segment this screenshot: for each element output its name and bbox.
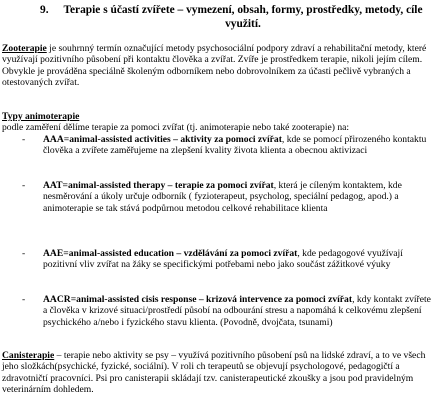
intro-text: je souhrnný termín označující metody psychosociální podpory zdraví a rehabilitační metody, které využívají pozitivního působení při kontaktu člověka a zvířat. Zvíře je prostředkem terapie, nikoli jejím cílem. Obvykle je prováděna speciálně školeným odborníkem nebo dobrovolníkem za účasti pečlivě vybraných a otestovaných zvířat. (2, 43, 427, 88)
list-item (22, 294, 432, 352)
item-text: , kde pedagogové využívají pozitivní vliv zvířat na žáky se specifickými potřebami nebo jako součást zážitkové výuky (43, 248, 403, 271)
list-item (22, 180, 432, 248)
item-text: , kdy kontakt zvířete a člověka v krizové situaci/prostředí působí na odbourání stresu a napomáhá k celkovému zlepšení psychického a/nebo i fyzického stavu klienta. (Povodně, dvojčata, tsunami) (43, 294, 431, 328)
item-term: AACR=animal-assisted cisis response – krizová intervence za pomoci zvířat (43, 294, 353, 305)
zooterapie-term: Zooterapie (2, 43, 47, 54)
therapy-type-list (22, 134, 432, 352)
item-term: AAE=animal-assisted education – vzdělávání za pomoci zvířat (43, 248, 298, 259)
canisterapie-text: – terapie nebo aktivity se psy – využívá pozitivního působení psů na lidské zdraví, a to ve všech jeho složkách(psychické, fyzické, sociální). V roli ch terapeutů se objevují psychologové, pedagogičtí a zdravotničtí pracovníci. Psi pro canisterapii skládají tzv. canisterapeutické zkoušky a jsou pod pravidelným veterinárním dohledem. (2, 350, 426, 395)
intro-paragraph (2, 43, 432, 88)
canisterapie-paragraph (2, 350, 432, 395)
list-dash: - (22, 294, 26, 305)
types-heading (2, 111, 432, 122)
types-subtitle: podle zaměření dělíme terapie za pomoci zvířat (tj. animoterapie nebo také zooterapie) na: (2, 122, 350, 133)
list-dash: - (22, 134, 26, 145)
section-number: 9. (40, 4, 49, 16)
types-title: Typy animoterapie (2, 111, 80, 122)
item-text: , která je cíleným kontaktem, kde nesměrování a úkoly určuje odborník ( fyzioterapeut, psycholog, speciální pedagog, apod.) a animoterapie se tak stává podpůrnou metodou celkové rehabilitace klienta (43, 180, 402, 214)
section-heading (40, 3, 432, 31)
list-item (22, 248, 432, 294)
list-dash: - (22, 248, 26, 259)
section-title: Terapie s účastí zvířete – vymezení, obsah, formy, prostředky, metody, cíle využití. (63, 4, 423, 30)
item-term: AAT=animal-assisted therapy – terapie za pomoci zvířat (43, 180, 274, 191)
item-term: AAA=animal-assisted activities – aktivity za pomoci zvířat (43, 134, 282, 145)
list-dash: - (22, 180, 26, 191)
list-item (22, 134, 432, 180)
canisterapie-term: Canisterapie (2, 350, 55, 361)
item-text: , kde se pomocí přirozeného kontaktu člověka a zvířete zaměřujeme na zlepšení kvality života klienta a obecnou aktivizaci (43, 134, 427, 157)
